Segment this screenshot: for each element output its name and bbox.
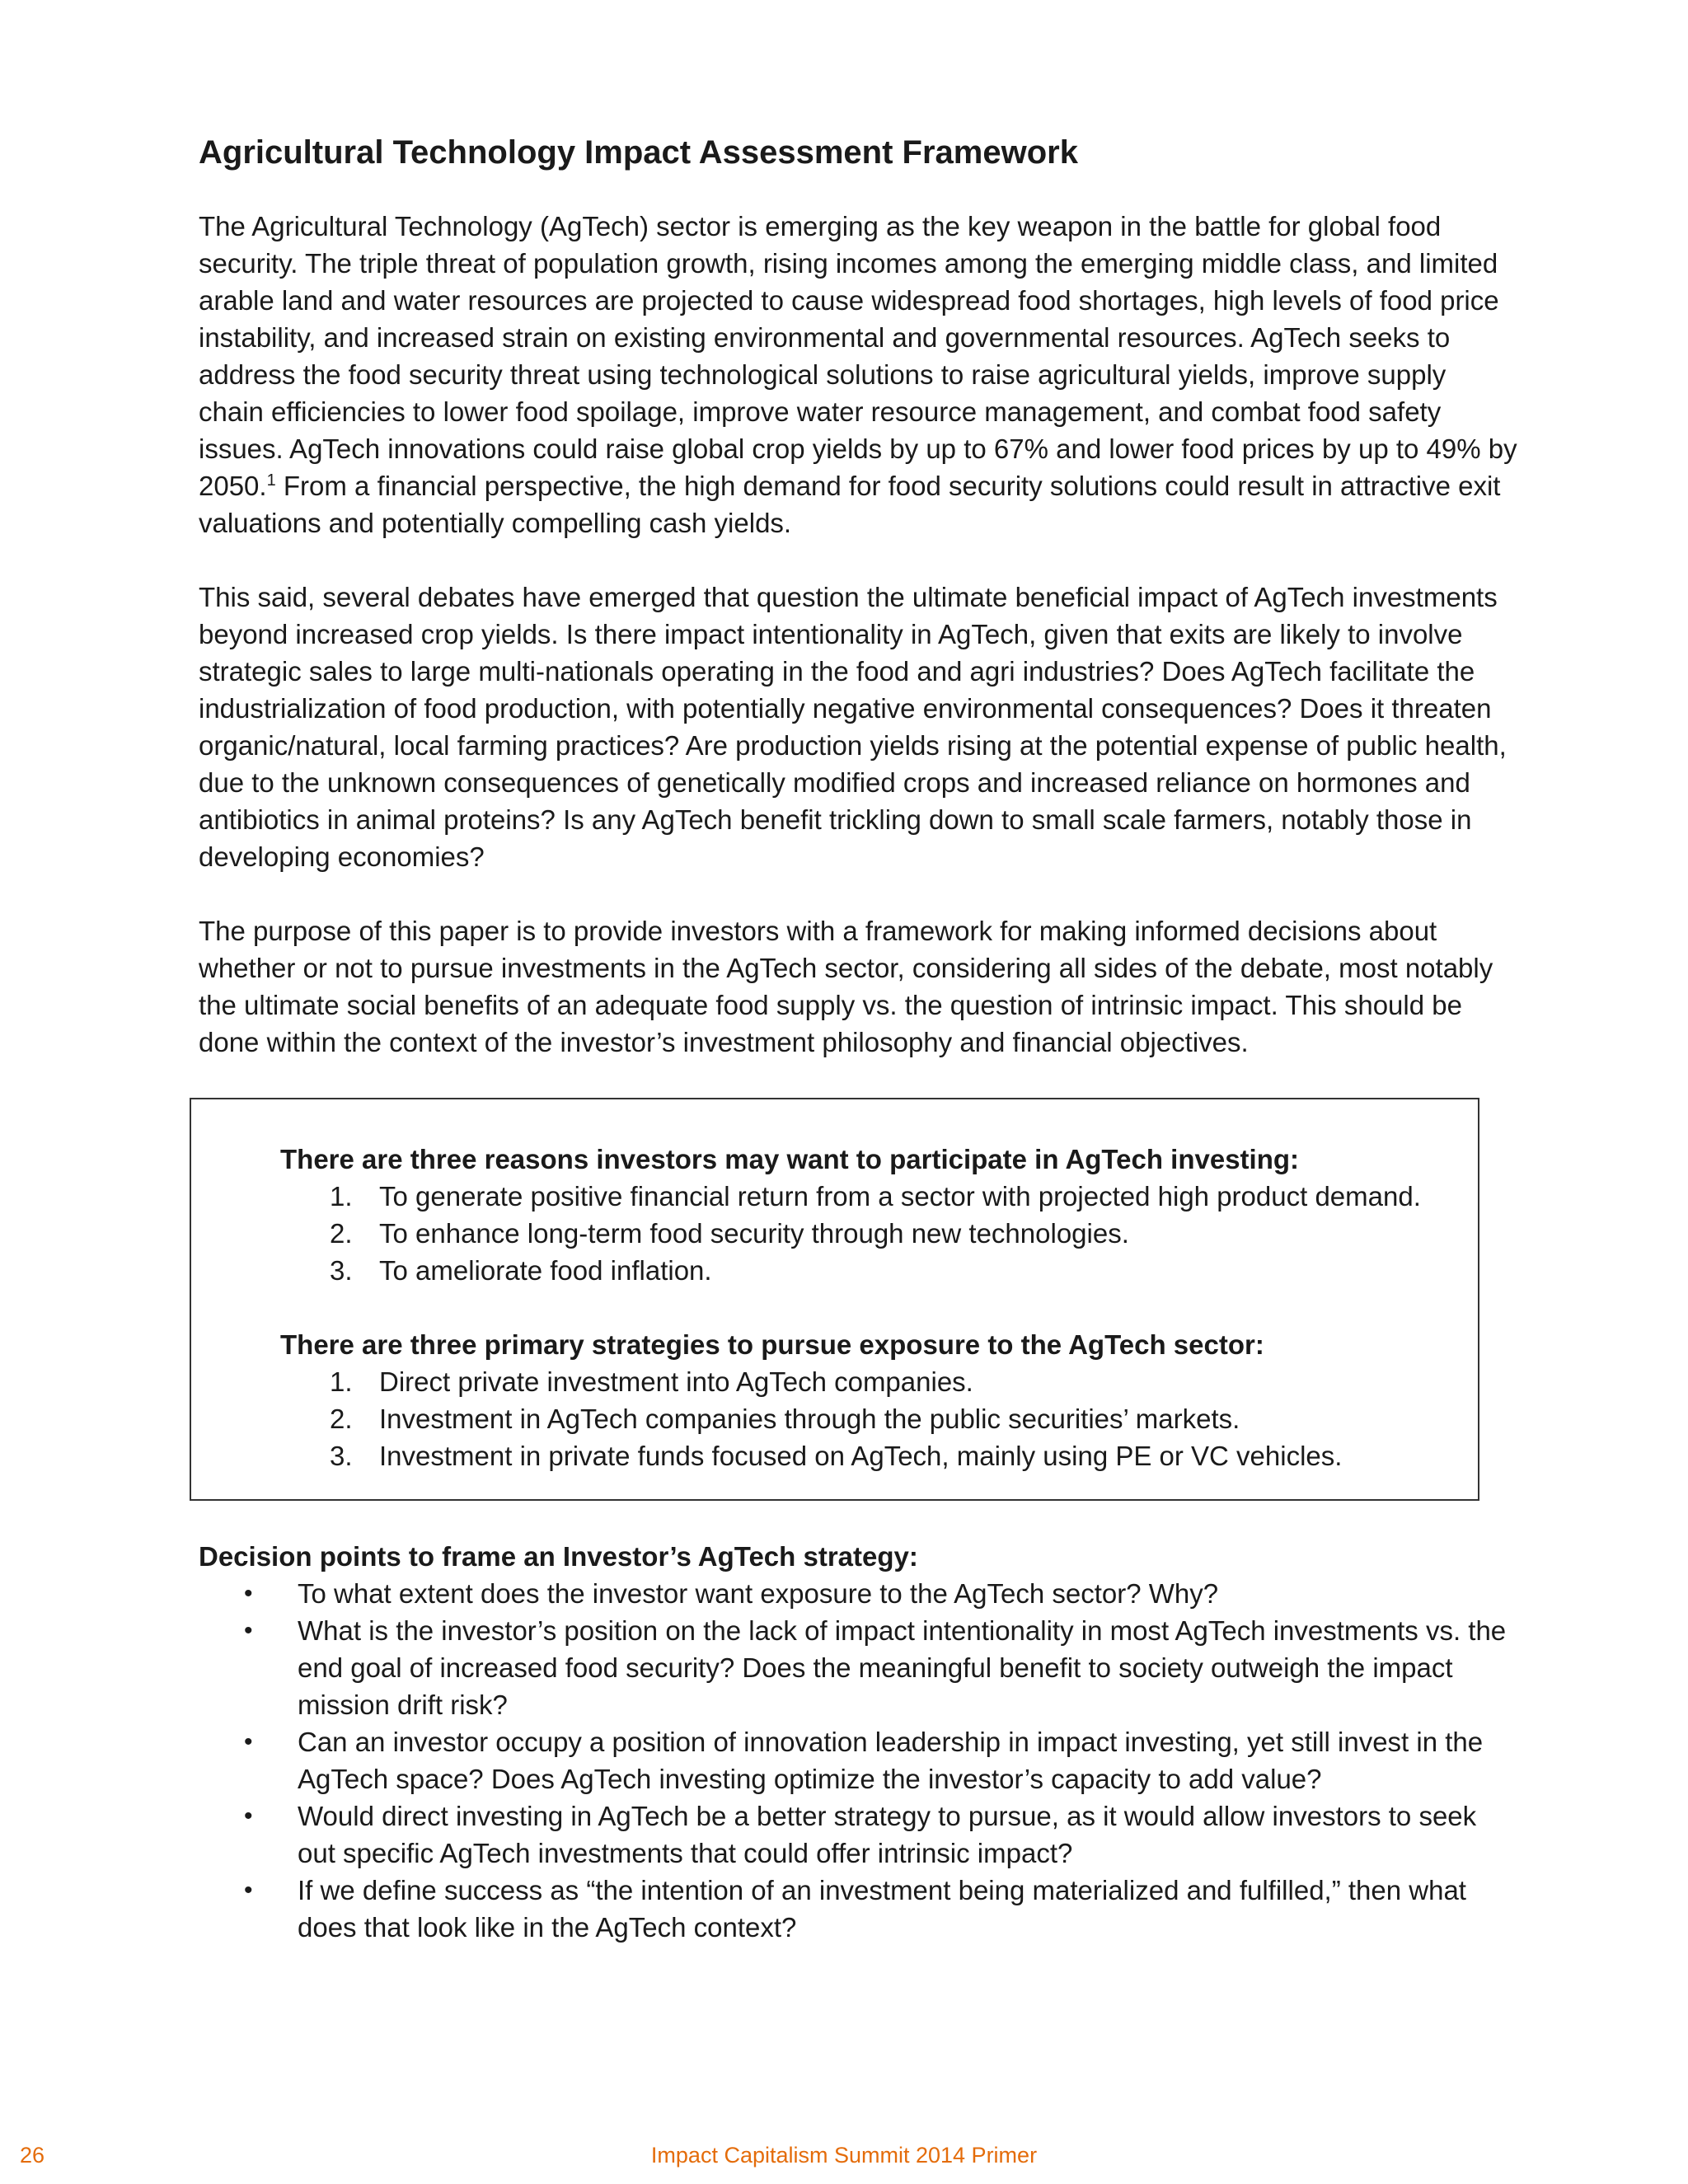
list-item-text: What is the investor’s position on the lack of impact intentionality in most AgTech investments vs. the end goal of increased food security? Does the meaningful benefit to society outweigh the impact mission drift risk? [298, 1615, 1507, 1720]
list-item-text: To ameliorate food inflation. [379, 1255, 712, 1286]
intro-paragraph-1-main: The Agricultural Technology (AgTech) sector is emerging as the key weapon in the battle for global food security. The triple threat of population growth, rising incomes among the emerging middle class, and limited arable land and water resources are projected to cause widespread food shortages, high levels of food price instability, and increased strain on existing environmental and governmental resources. AgTech seeks to address the food security threat using technological solutions to raise agricultural yields, improve supply chain efficiencies to lower food spoilage, improve water resource management, and combat food safety issues. AgTech innovations could raise global crop yields by up to 67% and lower food prices by up to 49% by 2050. [199, 211, 1517, 501]
list-item [199, 1872, 1517, 1946]
strategies-list [280, 1363, 1461, 1474]
list-number: 2. [330, 1218, 353, 1249]
page-title: Agricultural Technology Impact Assessment Framework [199, 134, 1078, 171]
summary-box [190, 1098, 1479, 1501]
list-item-text: Investment in private funds focused on AgTech, mainly using PE or VC vehicles. [379, 1441, 1343, 1471]
intro-paragraph-2: This said, several debates have emerged that question the ultimate beneficial impact of AgTech investments beyond increased crop yields. Is there impact intentionality in AgTech, given that exits are likely to involve strategic sales to large multi-nationals operating in the food and agri industries? Does AgTech facilitate the industrialization of food production, with potentially negative environmental consequences? Does it threaten organic/natural, local farming practices? Are production yields rising at the potential expense of public health, due to the unknown consequences of genetically modified crops and increased reliance on hormones and antibiotics in animal proteins? Is any AgTech benefit trickling down to small scale farmers, notably those in developing economies? [199, 582, 1507, 872]
bullet-icon: • [244, 1728, 253, 1755]
list-item-text: To enhance long-term food security through new technologies. [379, 1218, 1129, 1249]
list-item [199, 1612, 1517, 1723]
list-item-text: Can an investor occupy a position of innovation leadership in impact investing, yet still invest in the AgTech space? Does AgTech investing optimize the investor’s capacity to add value? [298, 1727, 1484, 1794]
decision-points-heading: Decision points to frame an Investor’s AgTech strategy: [199, 1541, 918, 1572]
list-item-text: If we define success as “the intention of an investment being materialized and fulfilled,” then what does that look like in the AgTech context? [298, 1875, 1466, 1943]
reasons-list [280, 1178, 1461, 1289]
intro-paragraph-3: The purpose of this paper is to provide investors with a framework for making informed decisions about whether or not to pursue investments in the AgTech sector, considering all sides of the debate, most notably the ultimate social benefits of an adequate food supply vs. the question of intrinsic impact. This should be done within the context of the investor’s investment philosophy and financial objectives. [199, 916, 1493, 1057]
footer-publication-title: Impact Capitalism Summit 2014 Primer [650, 2143, 1038, 2168]
bullet-icon: • [244, 1580, 253, 1607]
list-item-text: To what extent does the investor want exposure to the AgTech sector? Why? [298, 1578, 1219, 1609]
list-number: 1. [330, 1181, 353, 1212]
list-item [199, 1575, 1517, 1612]
list-number: 3. [330, 1255, 353, 1286]
intro-paragraph-1-tail: From a financial perspective, the high demand for food security solutions could result in attractive exit valuations and potentially compelling cash yields. [199, 471, 1501, 538]
footnote-reference[interactable]: 1 [266, 471, 276, 490]
bullet-icon: • [244, 1877, 253, 1904]
list-item [280, 1437, 1461, 1474]
bullet-icon: • [244, 1617, 253, 1644]
list-item-text: Investment in AgTech companies through the public securities’ markets. [379, 1404, 1240, 1434]
list-item [199, 1797, 1517, 1872]
list-item [280, 1363, 1461, 1400]
strategies-heading: There are three primary strategies to pursue exposure to the AgTech sector: [280, 1329, 1264, 1360]
page-number: 26 [20, 2143, 45, 2168]
list-item-text: Would direct investing in AgTech be a better strategy to pursue, as it would allow investors to seek out specific AgTech investments that could offer intrinsic impact? [298, 1801, 1477, 1868]
list-number: 3. [330, 1441, 353, 1471]
list-item [199, 1723, 1517, 1797]
list-item-text: To generate positive financial return from a sector with projected high product demand. [379, 1181, 1421, 1212]
list-item [280, 1252, 1461, 1289]
document-page [199, 132, 1517, 1946]
bullet-icon: • [244, 1802, 253, 1830]
list-item-text: Direct private investment into AgTech companies. [379, 1366, 973, 1397]
decision-points-list [199, 1575, 1517, 1946]
reasons-heading: There are three reasons investors may want to participate in AgTech investing: [280, 1144, 1300, 1174]
list-number: 1. [330, 1366, 353, 1397]
list-item [280, 1215, 1461, 1252]
list-number: 2. [330, 1404, 353, 1434]
intro-paragraph-1 [199, 208, 1517, 541]
list-item [280, 1400, 1461, 1437]
list-item [280, 1178, 1461, 1215]
